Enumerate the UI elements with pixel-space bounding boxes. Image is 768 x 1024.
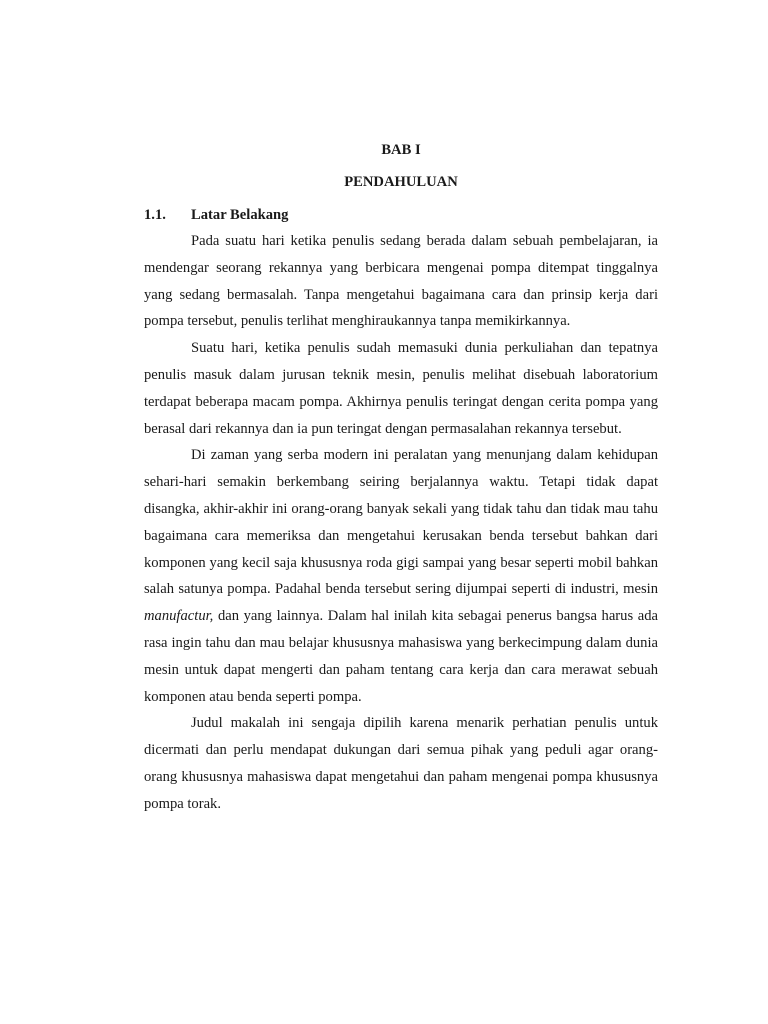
paragraph-3-text-start: Di zaman yang serba modern ini peralatan yang menunjang dalam kehidupan sehari-hari semakin berkembang seiring berjalannya waktu. Tetapi tidak dapat disangka, akhir-akhir ini orang-orang banyak sekali yang tidak tahu dan tidak mau tahu bagaimana cara memeriksa dan mengetahui kerusakan benda tersebut bahkan dari komponen yang kecil saja khususnya roda gigi sampai yang besar seperti mobil bahkan salah satunya pompa. Padahal benda tersebut sering dijumpai seperti di industri, mesin: [144, 447, 658, 598]
paragraph-4: Judul makalah ini sengaja dipilih karena menarik perhatian penulis untuk dicermati dan perlu mendapat dukungan dari semua pihak yang peduli agar orang-orang khususnya mahasiswa dapat mengetahui dan paham mengenai pompa khususnya pompa torak.: [144, 715, 658, 812]
section-title: Latar Belakang: [191, 207, 289, 223]
chapter-number: BAB I: [381, 142, 421, 158]
chapter-title: PENDAHULUAN: [344, 174, 458, 190]
document-page: [144, 140, 658, 818]
paragraph-1: Pada suatu hari ketika penulis sedang berada dalam sebuah pembelajaran, ia mendengar seorang rekannya yang berbicara mengenai pompa ditempat tinggalnya yang sedang bermasalah. Tanpa mengetahui bagaimana cara dan prinsip kerja dari pompa tersebut, penulis terlihat menghiraukannya tanpa memikirkannya.: [144, 233, 658, 330]
paragraph-3-text-end: dan yang lainnya. Dalam hal inilah kita sebagai penerus bangsa harus ada rasa ingin tahu dan mau belajar khususnya mahasiswa yang berkecimpung dalam dunia mesin untuk dapat mengerti dan paham tentang cara kerja dan cara merawat sebuah komponen atau benda seperti pompa.: [144, 608, 658, 705]
paragraph-3: [144, 442, 658, 710]
paragraph-2: Suatu hari, ketika penulis sudah memasuki dunia perkuliahan dan tepatnya penulis masuk dalam jurusan teknik mesin, penulis melihat disebuah laboratorium terdapat beberapa macam pompa. Akhirnya penulis teringat dengan cerita pompa yang berasal dari rekannya dan ia pun teringat dengan permasalahan rekannya tersebut.: [144, 340, 658, 437]
section-number: 1.1.: [144, 207, 166, 223]
section-heading: [144, 202, 658, 228]
italic-term: manufactur,: [144, 608, 214, 625]
